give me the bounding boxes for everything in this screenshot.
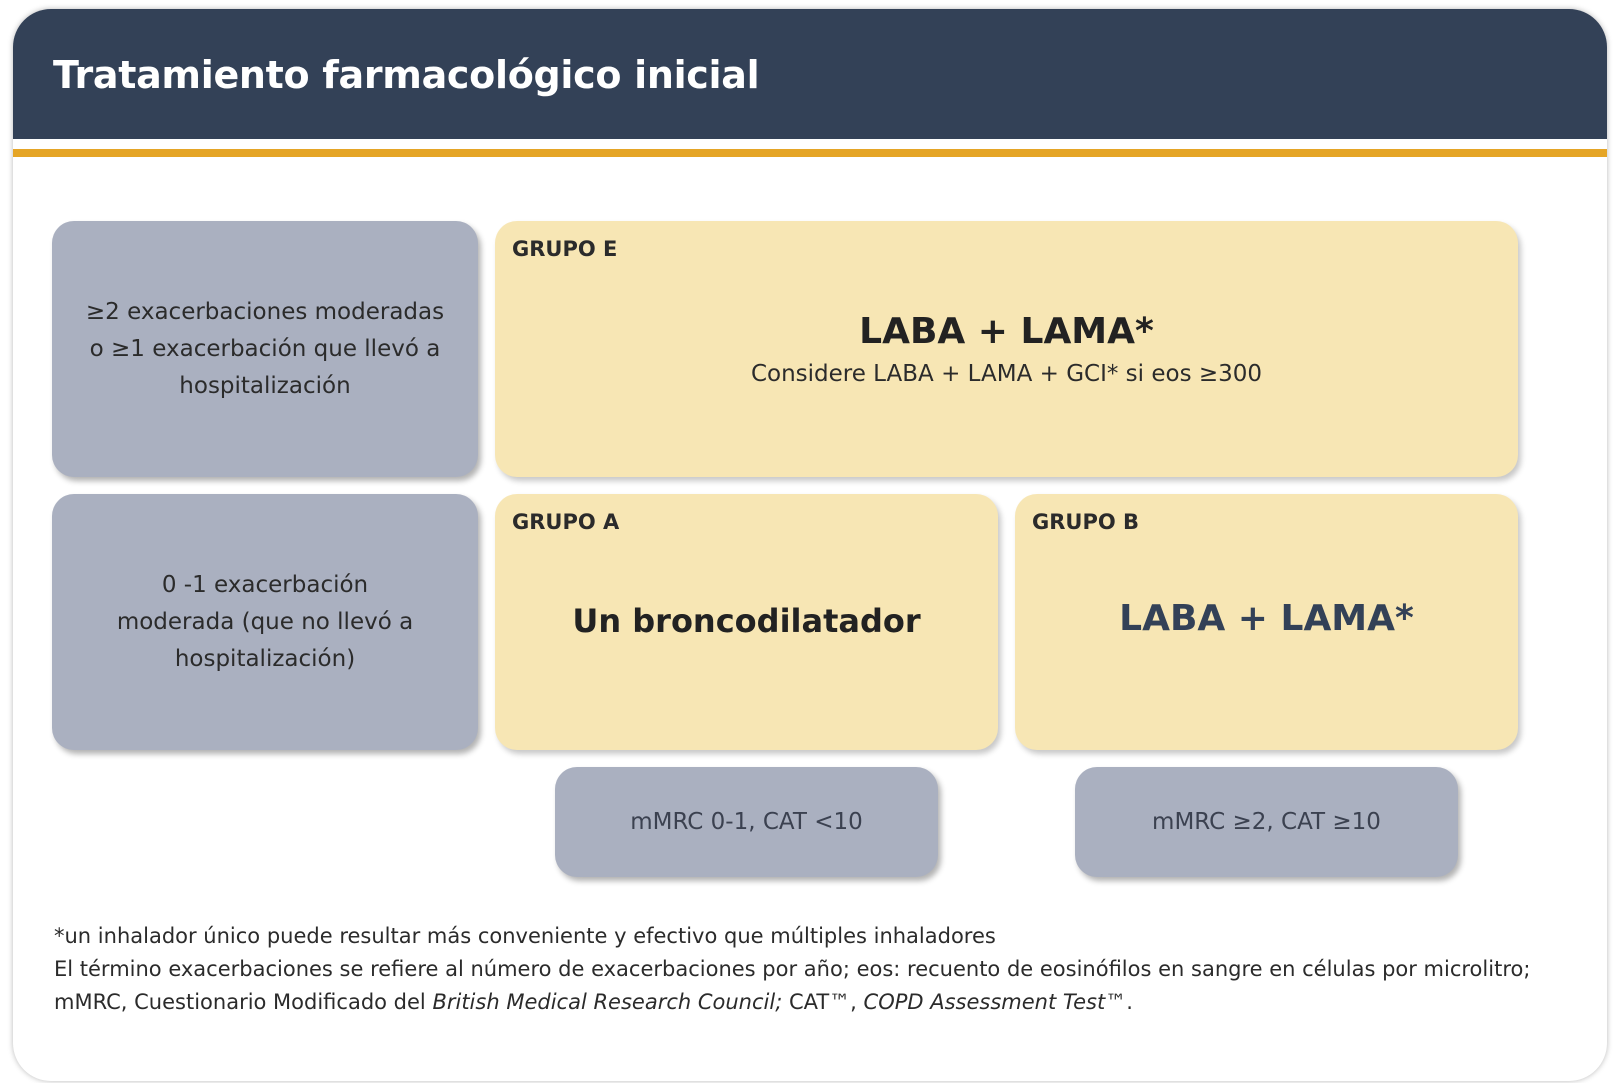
criteria-left-box [555, 767, 938, 877]
group-e-treatment: LABA + LAMA* [859, 311, 1154, 352]
accent-divider [13, 149, 1607, 157]
group-b-treatment: LABA + LAMA* [1119, 598, 1414, 639]
row-label-low-line2: moderada (que no llevó a [116, 608, 414, 635]
footnote-inhaler [54, 920, 1564, 953]
page-title: Tratamiento farmacológico inicial [53, 53, 760, 97]
footnote-line2-part1: El término exacerbaciones se refiere al número de exacerbaciones por año; eos: recuento de eosinófilos en sangre en células por microlitro; mMRC, Cuestionario Modificado del [54, 957, 1531, 1014]
row-label-high-line3: hospitalización [179, 372, 351, 399]
group-e-box [495, 221, 1518, 477]
row-label-high-line1: ≥2 exacerbaciones moderadas [85, 298, 445, 325]
diagram-card [13, 9, 1607, 1081]
row-label-low-line3: hospitalización) [174, 645, 356, 672]
criteria-right-box [1075, 767, 1458, 877]
footnote-line1: *un inhalador único puede resultar más conveniente y efectivo que múltiples inhaladores [54, 924, 996, 948]
criteria-right-label: mMRC ≥2, CAT ≥10 [1152, 809, 1381, 835]
footnote-definitions [54, 953, 1564, 1019]
footnote-line2-italic2: COPD Assessment Test™ [863, 990, 1127, 1014]
group-b-label: GRUPO B [1032, 510, 1140, 534]
criteria-left-label: mMRC 0-1, CAT <10 [630, 809, 863, 835]
group-a-box [495, 494, 998, 750]
row-label-high-line2: o ≥1 exacerbación que llevó a [89, 335, 441, 362]
row-label-low-line1: 0 -1 exacerbación [161, 571, 369, 598]
row-label-high-exacerbation [52, 221, 478, 477]
row-label-low-exacerbation [52, 494, 478, 750]
header-bar [13, 9, 1607, 139]
group-a-treatment: Un broncodilatador [572, 602, 921, 640]
group-e-label: GRUPO E [512, 237, 618, 261]
group-b-box [1015, 494, 1518, 750]
footnote-line2-part2: CAT™, [782, 990, 864, 1014]
group-a-label: GRUPO A [512, 510, 620, 534]
footnote-line2-italic1: British Medical Research Council; [432, 990, 783, 1014]
group-e-note: Considere LABA + LAMA + GCI* si eos ≥300 [750, 361, 1263, 387]
footnote-line2-part3: . [1126, 990, 1133, 1014]
